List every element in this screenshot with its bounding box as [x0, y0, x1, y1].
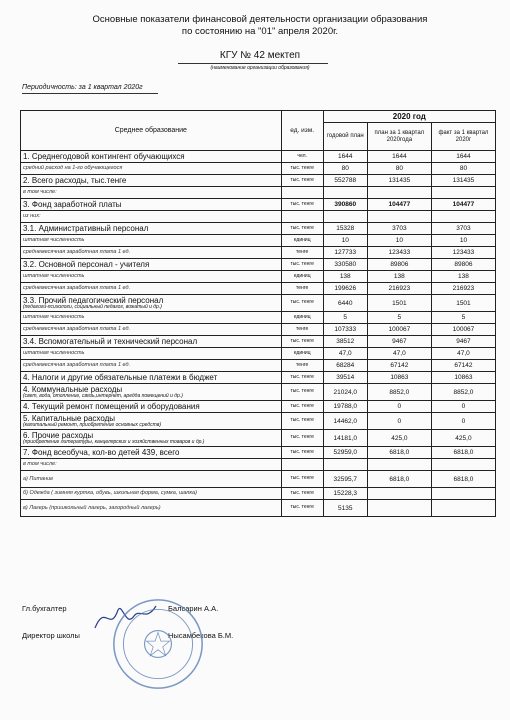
row-label [21, 283, 282, 295]
row-annual-plan: 14181,0 [323, 430, 367, 447]
row-q1-fact [431, 187, 495, 199]
table-row [21, 401, 496, 413]
header-year: 2020 год [323, 111, 495, 123]
row-q1-fact [431, 488, 495, 500]
row-annual-plan [323, 459, 367, 471]
document-title [60, 14, 460, 38]
table-row [21, 459, 496, 471]
row-unit: тыс. тенге [281, 295, 323, 312]
row-q1-fact: 1644 [431, 151, 495, 163]
table-row [21, 175, 496, 187]
row-label-text: в том числе: [23, 461, 57, 467]
row-q1-plan: 100067 [367, 324, 431, 336]
header-plan: годовой план [323, 123, 367, 151]
row-label [21, 360, 282, 372]
row-annual-plan: 68284 [323, 360, 367, 372]
row-label-text: 3.3. Прочий педагогический персонал [23, 295, 164, 305]
row-label-text: среднемесячная заработная плата 1 ед. [23, 285, 131, 291]
row-label [21, 372, 282, 384]
row-label-text: в том числе: [23, 189, 57, 195]
row-label-text: 3. Фонд заработной платы [23, 200, 122, 209]
row-unit: тенге [281, 247, 323, 259]
row-q1-fact: 8852,0 [431, 384, 495, 401]
row-annual-plan: 5 [323, 312, 367, 324]
row-label [21, 187, 282, 199]
row-annual-plan: 38512 [323, 336, 367, 348]
row-unit: тыс. тенге [281, 471, 323, 488]
row-label-text: средний расход на 1-го обучающегося [23, 165, 123, 171]
row-label [21, 336, 282, 348]
row-label [21, 459, 282, 471]
row-q1-plan: 89806 [367, 259, 431, 271]
row-unit: единиц [281, 271, 323, 283]
row-label [21, 384, 282, 401]
title-line-2: по состоянию на "01" апреля 2020г. [181, 26, 339, 37]
row-label [21, 430, 282, 447]
row-annual-plan: 14462,0 [323, 413, 367, 430]
row-label-text: среднемесячная заработная плата 1 ед. [23, 362, 131, 368]
row-q1-plan [367, 500, 431, 517]
row-label-text: а) Питание [23, 475, 54, 482]
row-q1-fact [431, 459, 495, 471]
row-label-text: среднемесячная заработная плата 1 ед. [23, 326, 131, 332]
row-annual-plan: 138 [323, 271, 367, 283]
row-q1-fact: 100067 [431, 324, 495, 336]
row-q1-plan: 10 [367, 235, 431, 247]
row-q1-fact [431, 500, 495, 517]
period-underline [22, 93, 158, 94]
row-label-text: штатная численность [23, 350, 85, 356]
row-unit: тыс. тенге [281, 259, 323, 271]
row-label [21, 199, 282, 211]
row-unit [281, 187, 323, 199]
row-annual-plan: 21024,0 [323, 384, 367, 401]
organization-name: КГУ № 42 мектеп [219, 50, 301, 61]
director-name: Нысамбекова Б.М. [168, 631, 234, 640]
row-label-note: (свет, вода, отопление, связь,интернет, аредда помещений и др.) [23, 392, 183, 399]
table-body [21, 151, 496, 517]
row-q1-plan: 0 [367, 413, 431, 430]
row-annual-plan: 32595,7 [323, 471, 367, 488]
row-q1-fact: 138 [431, 271, 495, 283]
row-q1-fact: 123433 [431, 247, 495, 259]
organization-note: (наименование организации образования) [210, 65, 310, 71]
row-q1-plan: 8852,0 [367, 384, 431, 401]
table-row [21, 324, 496, 336]
row-unit: тыс. тенге [281, 223, 323, 235]
row-unit: тыс. тенге [281, 413, 323, 430]
row-q1-fact: 9467 [431, 336, 495, 348]
director-title: Директор школы [22, 631, 80, 640]
row-label-note: (приобретение литературы, канцелярских и хозяйственных товаров и др.) [23, 438, 205, 445]
row-q1-plan: 138 [367, 271, 431, 283]
row-label-text: 3.2. Основной персонал - учителя [23, 260, 150, 269]
table-row [21, 151, 496, 163]
row-label [21, 413, 282, 430]
row-q1-fact: 10863 [431, 372, 495, 384]
title-line-1: Основные показатели финансовой деятельности организации образования [92, 14, 428, 25]
row-q1-plan [367, 211, 431, 223]
row-q1-fact: 47,0 [431, 348, 495, 360]
row-label-text: в) Лагерь (пришкольный лагерь, загородный лагерь) [23, 504, 161, 511]
row-annual-plan: 5135 [323, 500, 367, 517]
row-label [21, 271, 282, 283]
row-unit: тыс. тенге [281, 372, 323, 384]
row-annual-plan: 390860 [323, 199, 367, 211]
row-label-note: (капитальный ремонт, приобретение основных средств) [23, 421, 162, 428]
row-unit: тыс. тенге [281, 488, 323, 500]
row-label [21, 488, 282, 500]
row-label [21, 471, 282, 488]
row-q1-fact: 5 [431, 312, 495, 324]
row-q1-fact: 104477 [431, 199, 495, 211]
row-unit: единиц [281, 235, 323, 247]
row-label-text: 3.4. Вспомогательный и технический персонал [23, 337, 198, 346]
row-q1-plan: 10863 [367, 372, 431, 384]
row-unit: тыс. тенге [281, 401, 323, 413]
row-q1-fact: 0 [431, 413, 495, 430]
row-q1-plan: 6818,0 [367, 471, 431, 488]
row-annual-plan: 127733 [323, 247, 367, 259]
row-unit: тенге [281, 360, 323, 372]
row-q1-plan: 9467 [367, 336, 431, 348]
row-q1-plan: 5 [367, 312, 431, 324]
row-label-text: штатная численность [23, 314, 85, 320]
table-row [21, 360, 496, 372]
row-q1-fact: 425,0 [431, 430, 495, 447]
row-q1-plan: 216923 [367, 283, 431, 295]
table-row [21, 471, 496, 488]
row-unit: тыс. тенге [281, 163, 323, 175]
row-annual-plan: 19788,0 [323, 401, 367, 413]
row-annual-plan: 199626 [323, 283, 367, 295]
row-q1-fact: 10 [431, 235, 495, 247]
row-q1-plan: 1501 [367, 295, 431, 312]
row-label-text: б) Одежда ( зимняя куртка, обувь, школьная форма, сумка, шапка) [23, 490, 197, 496]
row-label-text: 3.1. Административный персонал [23, 224, 149, 233]
row-label [21, 223, 282, 235]
row-annual-plan: 330580 [323, 259, 367, 271]
row-q1-plan: 425,0 [367, 430, 431, 447]
table-row [21, 163, 496, 175]
row-unit: тыс. тенге [281, 430, 323, 447]
row-annual-plan: 80 [323, 163, 367, 175]
row-label [21, 259, 282, 271]
row-label [21, 247, 282, 259]
table-row [21, 430, 496, 447]
row-label [21, 401, 282, 413]
row-label [21, 447, 282, 459]
row-label [21, 312, 282, 324]
row-q1-plan: 6818,0 [367, 447, 431, 459]
row-annual-plan: 552788 [323, 175, 367, 187]
row-q1-fact [431, 211, 495, 223]
row-annual-plan [323, 211, 367, 223]
row-q1-plan: 104477 [367, 199, 431, 211]
row-label-text: штатная численность [23, 273, 85, 279]
row-label-text: 2. Всего расходы, тыс.тенге [23, 176, 127, 185]
row-q1-plan: 80 [367, 163, 431, 175]
row-annual-plan: 6440 [323, 295, 367, 312]
row-q1-plan: 67142 [367, 360, 431, 372]
table-row [21, 235, 496, 247]
row-q1-fact: 1501 [431, 295, 495, 312]
table-row [21, 312, 496, 324]
table-row [21, 283, 496, 295]
row-label [21, 235, 282, 247]
row-label [21, 151, 282, 163]
row-label [21, 175, 282, 187]
table-row [21, 500, 496, 517]
row-q1-fact: 67142 [431, 360, 495, 372]
row-unit: тенге [281, 283, 323, 295]
row-q1-plan: 1644 [367, 151, 431, 163]
row-q1-plan: 3703 [367, 223, 431, 235]
row-annual-plan: 1644 [323, 151, 367, 163]
table-row [21, 199, 496, 211]
header-name: Среднее образование [21, 111, 282, 151]
row-q1-fact: 89806 [431, 259, 495, 271]
row-unit [281, 459, 323, 471]
row-label-text: 4. Налоги и другие обязательные платежи в бюджет [23, 373, 218, 382]
row-q1-plan: 131435 [367, 175, 431, 187]
row-q1-fact: 80 [431, 163, 495, 175]
row-annual-plan: 15228,3 [323, 488, 367, 500]
row-unit: чел. [281, 151, 323, 163]
row-q1-fact: 131435 [431, 175, 495, 187]
row-label-text: из них: [23, 213, 41, 219]
table-row [21, 271, 496, 283]
accountant-name: Балсарин А.А. [168, 604, 219, 613]
row-unit: тыс. тенге [281, 336, 323, 348]
table-row [21, 223, 496, 235]
table-row [21, 187, 496, 199]
row-label-text: 5. Капитальные расходы [23, 413, 116, 423]
row-label [21, 500, 282, 517]
row-q1-plan: 123433 [367, 247, 431, 259]
row-annual-plan: 47,0 [323, 348, 367, 360]
seal-stamp [110, 596, 206, 692]
row-q1-plan: 47,0 [367, 348, 431, 360]
table-row [21, 211, 496, 223]
row-q1-fact: 0 [431, 401, 495, 413]
row-label [21, 211, 282, 223]
row-unit: тыс. тенге [281, 500, 323, 517]
organization-underline [178, 63, 328, 64]
row-label [21, 163, 282, 175]
row-q1-fact: 6818,0 [431, 447, 495, 459]
row-label-text: 6. Прочие расходы [23, 430, 94, 440]
header-q1-fact: факт за 1 квартал 2020г [431, 123, 495, 151]
row-label [21, 295, 282, 312]
row-q1-plan [367, 187, 431, 199]
table-row [21, 336, 496, 348]
table-row [21, 413, 496, 430]
header-q1-plan: план за 1 квартал 2020года [367, 123, 431, 151]
row-q1-fact: 216923 [431, 283, 495, 295]
table-row [21, 384, 496, 401]
table-row [21, 372, 496, 384]
row-label-text: среднемесячная заработная плата 1 ед. [23, 249, 131, 255]
row-q1-fact: 3703 [431, 223, 495, 235]
row-unit: единиц [281, 312, 323, 324]
row-annual-plan: 15328 [323, 223, 367, 235]
table-row [21, 247, 496, 259]
row-unit: тыс. тенге [281, 447, 323, 459]
row-label-text: 1. Среднегодовой контингент обучающихся [23, 152, 185, 161]
accountant-title: Гл.бухгалтер [22, 604, 67, 613]
row-unit [281, 211, 323, 223]
row-unit: тыс. тенге [281, 384, 323, 401]
table-row [21, 259, 496, 271]
indicators-table [20, 110, 496, 517]
row-unit: тыс. тенге [281, 199, 323, 211]
row-label-text: 4. Текущий ремонт помещений и оборудования [23, 402, 200, 411]
row-label-text: штатная численность [23, 237, 85, 243]
row-annual-plan: 10 [323, 235, 367, 247]
row-annual-plan: 52959,0 [323, 447, 367, 459]
period-label: Периодичность: за 1 квартал 2020г [22, 84, 143, 91]
row-label-text: 4. Коммунальные расходы [23, 384, 123, 394]
row-unit: тыс. тенге [281, 175, 323, 187]
row-q1-fact: 6818,0 [431, 471, 495, 488]
table-row [21, 295, 496, 312]
row-annual-plan: 107333 [323, 324, 367, 336]
row-q1-plan: 0 [367, 401, 431, 413]
row-unit: единиц [281, 348, 323, 360]
row-annual-plan: 39514 [323, 372, 367, 384]
header-unit: ед. изм. [281, 111, 323, 151]
row-q1-plan [367, 459, 431, 471]
table-row [21, 488, 496, 500]
row-unit: тенге [281, 324, 323, 336]
row-label [21, 348, 282, 360]
table-row [21, 447, 496, 459]
row-label-text: 7. Фонд всеобуча, кол-во детей 439, всего [23, 448, 180, 457]
row-annual-plan [323, 187, 367, 199]
row-q1-plan [367, 488, 431, 500]
table-row [21, 348, 496, 360]
row-label [21, 324, 282, 336]
row-label-note: (педагоги-психологи, социальный педагог, вожатый и др.) [23, 303, 162, 310]
